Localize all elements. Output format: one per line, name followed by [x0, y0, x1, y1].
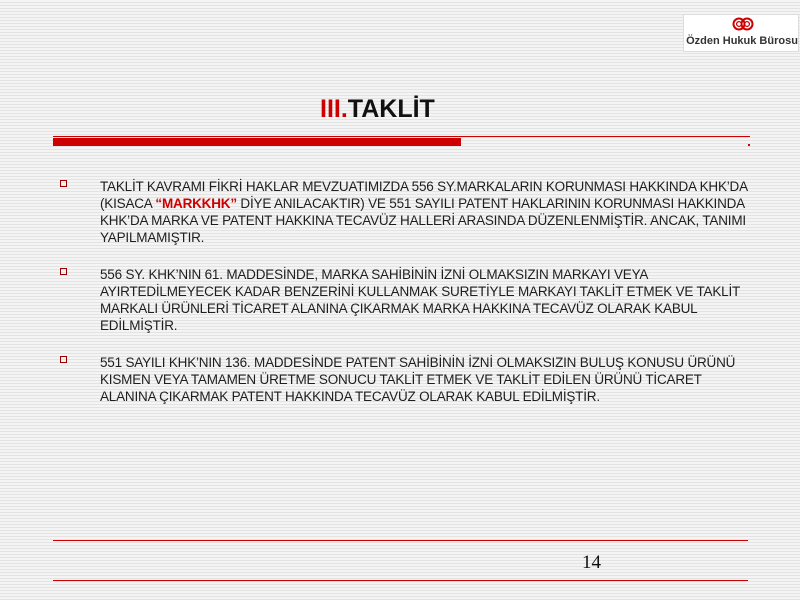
title-divider-thin: [53, 136, 750, 137]
markkhk-highlight: “MARKKHK”: [155, 196, 237, 211]
bullet-list: [60, 178, 750, 425]
bullet-item-2: [60, 266, 750, 334]
hollow-square-bullet-icon: [60, 180, 67, 187]
bullet-text-2: 556 SY. KHK’NIN 61. MADDESİNDE, MARKA SAHİBİNİN İZNİ OLMAKSIZIN MARKAYI VEYA AYIRTEDİLMEYECEK KADAR BENZERİNİ KULLANMAK SURETİYLE MARKAYI TAKLİT ETMEK VE TAKLİT MARKALI ÜRÜNLERİ TİCARET ALANINA ÇIKARMAK MARKA HAKKINA TECAVÜZ OLARAK KABUL EDİLMİŞTİR.: [100, 267, 740, 333]
hollow-square-bullet-icon: [60, 268, 67, 275]
bullet-text-3: 551 SAYILI KHK’NIN 136. MADDESİNDE PATENT SAHİBİNİN İZNİ OLMAKSIZIN BULUŞ KONUSU ÜRÜNÜ KISMEN VEYA TAMAMEN ÜRETME SONUCU TAKLİT ETMEK VE TAKLİT EDİLEN ÜRÜNÜ TİCARET ALANINA ÇIKARMAK PATENT HAKKINDA TECAVÜZ OLARAK KABUL EDİLMİŞTİR.: [100, 355, 736, 404]
title-text: TAKLİT: [347, 95, 435, 123]
title-divider-thick: [53, 138, 461, 146]
bullet-item-3: [60, 354, 750, 405]
page-number: 14: [582, 552, 601, 573]
interlocking-rings-icon: [732, 17, 754, 31]
title-divider-mark: [748, 144, 750, 146]
footer-divider-bottom: [53, 580, 748, 581]
logo-text: Özden Hukuk Bürosu: [686, 35, 798, 47]
bullet-item-1: [60, 178, 750, 246]
bullet-text-1: TAKLİT KAVRAMI FİKRİ HAKLAR MEVZUATIMIZDA 556 SY.MARKALARIN KORUNMASI HAKKINDA KHK’DA (KISACA “MARKKHK” DİYE ANILACAKTIR) VE 551 SAYILI PATENT HAKLARININ KORUNMASI HAKKINDA KHK’DA MARKA VE PATENT HAKKINA TECAVÜZ HALLERİ ARASINDA DÜZENLENMİŞTİR. ANCAK, TANIMI YAPILMAMIŞTIR.: [100, 179, 748, 245]
slide-title: [320, 95, 435, 124]
firm-logo: [683, 14, 799, 52]
hollow-square-bullet-icon: [60, 356, 67, 363]
footer-divider: [53, 540, 748, 541]
section-number: III.: [320, 95, 348, 123]
